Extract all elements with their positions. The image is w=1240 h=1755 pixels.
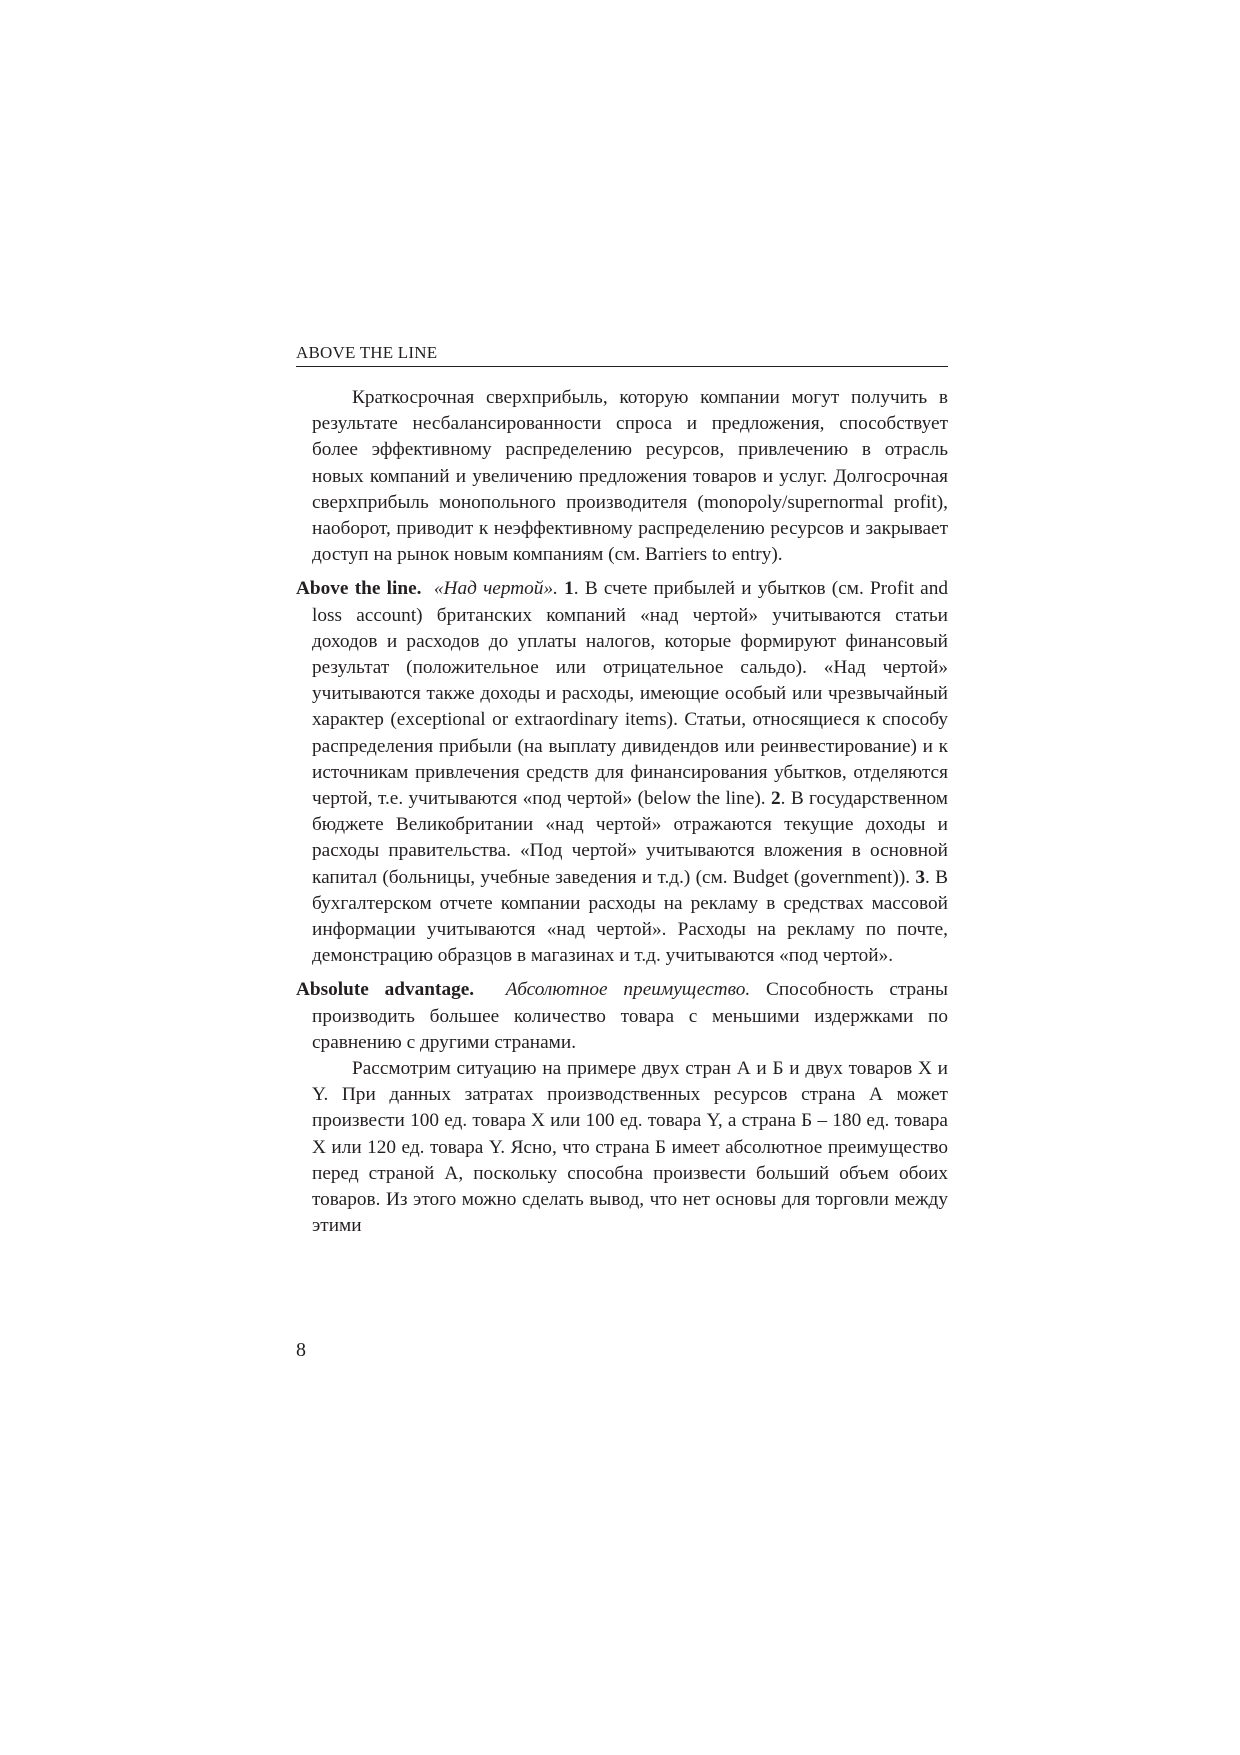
sense-number: 3 [915,866,926,888]
page-number: 8 [296,1339,306,1361]
entry-above-the-line [296,576,948,969]
header-rule [296,366,948,367]
entry-example-paragraph: Рассмотрим ситуацию на примере двух стран А и Б и двух товаров X и Y. При данных затратах производственных ресурсов страна А может произвести 100 ед. товара X или 100 ед. товара Y, а страна Б – 180 ед. товара X или 120 ед. товара Y. Ясно, что страна Б имеет абсолютное преимущество перед страной А, поскольку способна произвести больший объем обоих товаров. Из этого можно сделать вывод, что нет основы для торговли между этими [312,1058,948,1237]
entry-definition: Способность страны производить большее количество товара с меньшими издержками по сравнению с другими странами. [312,979,949,1053]
entry-absolute-advantage [296,977,948,1056]
sense-text: . В бухгалтерском отчете компании расходы на рекламу в средствах массовой информации учитываются «над чертой». Расходы на рекламу по почте, демонстрацию образцов в магазинах и т.д. учитываются «под чертой». [312,866,948,967]
sense-text: . В государственном бюджете Великобритании «над чертой» отражаются текущие доходы и расходы правительства. «Под чертой» учитываются вложения в основной капитал (больницы, учебные заведения и т.д.) (см. Budget (government)). [312,788,948,888]
intro-paragraph: Краткосрочная сверхприбыль, которую компании могут получить в результате несбалансированности спроса и предложения, способствует более эффективному распределению ресурсов, привлечению в отрасль новых компаний и увеличению предложения товаров и услуг. Долгосрочная сверхприбыль монопольного производителя (monopoly/supernormal profit), наоборот, приводит к неэффективному распределению ресурсов и закрывает доступ на рынок новым компаниям (см. Barriers to entry). [312,387,948,566]
entry-term: Above the line. [296,578,422,600]
entry-translation: «Над чертой». [433,578,558,600]
body-text [296,385,948,1240]
entry-term: Absolute advantage. [296,979,475,1001]
sense-number: 2 [770,788,781,810]
book-page [296,0,948,1755]
sense-number: 1 [564,578,574,600]
running-head: ABOVE THE LINE [296,343,438,362]
entry-translation: Абсолютное преимущество. [505,979,751,1001]
sense-text: . В счете прибылей и убытков (см. Profit and loss account) британских компаний «над чертой» учитываются статьи доходов и расходов до уплаты налогов, которые формируют финансовый результат (положительное или отрицательное сальдо). «Над чертой» учитываются также доходы и расходы, имеющие особый или чрезвычайный характер (exceptional or extraordinary items). Статьи, относящиеся к способу распределения прибыли (на выплату дивидендов или реинвестирование) и к источникам привлечения средств для финансирования убытков, отделяются чертой, т.е. учитываются «под чертой» (below the line). [312,578,948,810]
